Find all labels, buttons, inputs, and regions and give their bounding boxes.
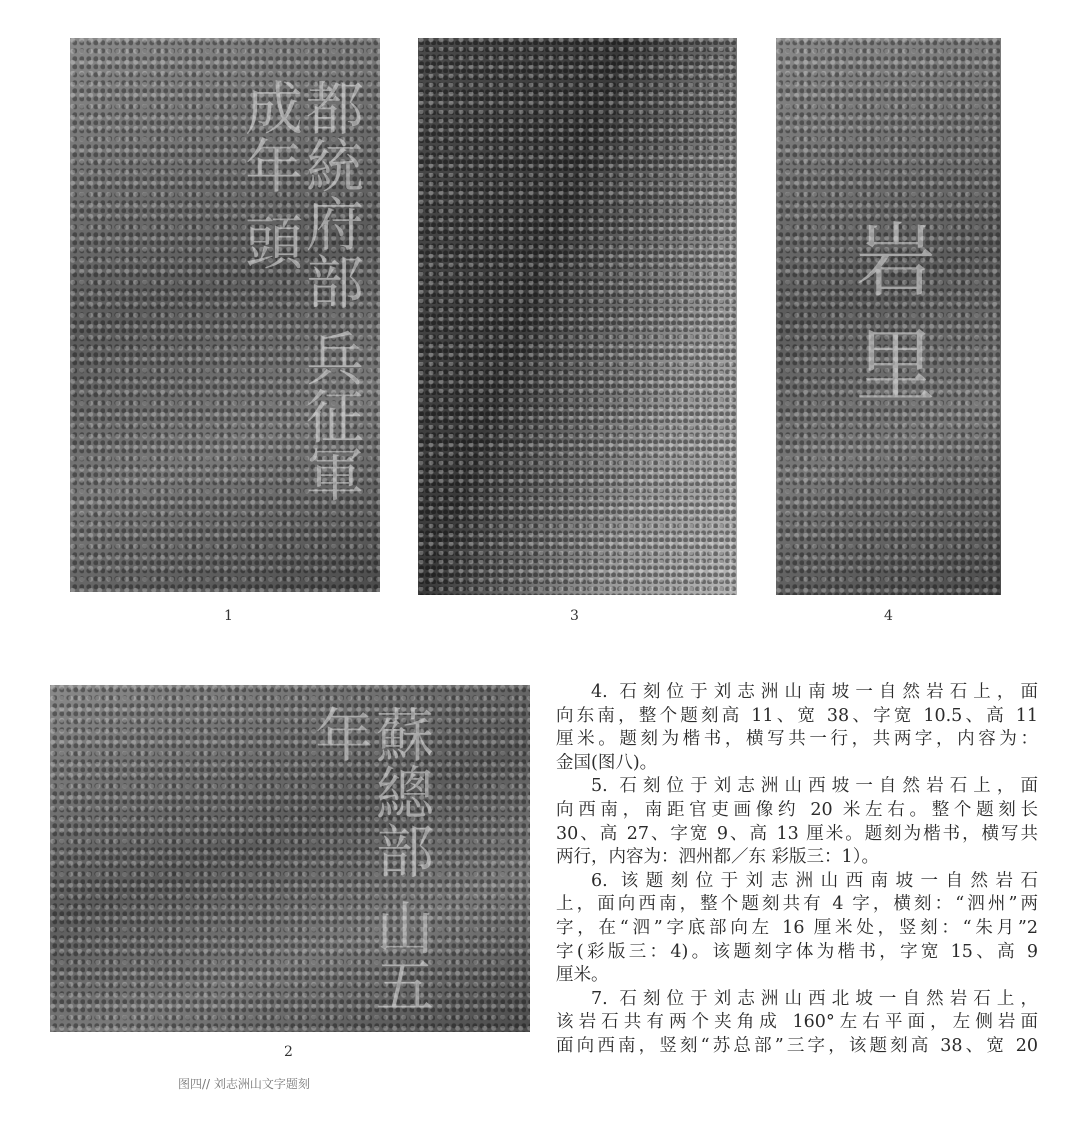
text-line: 字，在“泗”字底部向左 16 厘米处，竖刻：“朱月”2 xyxy=(556,917,1038,938)
text-line: 7. 石刻位于刘志洲山西北坡一自然岩石上， xyxy=(591,988,1038,1009)
figure-label-4: 4 xyxy=(884,608,893,624)
paragraph-5 xyxy=(556,775,1038,869)
figure-caption: 图四// 刘志洲山文字题刻 xyxy=(178,1077,310,1091)
photo-figure-3 xyxy=(418,38,737,595)
text-line: 4. 石刻位于刘志洲山南坡一自然岩石上，面 xyxy=(591,682,1038,702)
inscription-1: 都統府部 兵征軍 成年 頭 xyxy=(235,78,364,503)
figure-label-3: 3 xyxy=(570,608,579,624)
text-line: 厘米。题刻为楷书，横写共一行，共两字，内容为： xyxy=(556,729,1038,750)
text-line: 两行，内容为：泗州都／东 彩版三：1）。 xyxy=(556,847,879,868)
paragraph-7 xyxy=(556,988,1038,1059)
paragraph-6 xyxy=(556,870,1038,988)
text-line: 厘米。 xyxy=(556,965,609,986)
figure-label-2: 2 xyxy=(284,1044,293,1060)
text-line: 面向西南，竖刻“苏总部”三字，该题刻高 38、宽 20 xyxy=(556,1035,1038,1056)
inscription-2: 蘇總部 山五年 xyxy=(305,705,434,1014)
text-line: 6. 该题刻位于刘志洲山西南坡一自然岩石 xyxy=(591,870,1038,891)
text-line: 5. 石刻位于刘志洲山西坡一自然岩石上，面 xyxy=(591,776,1038,797)
text-line: 向西南，南距官吏画像约 20 米左右。整个题刻长 xyxy=(556,799,1038,820)
figure-label-1: 1 xyxy=(224,608,233,624)
text-line: 金国(图八)。 xyxy=(556,752,658,773)
photo-figure-4 xyxy=(776,38,1001,595)
paragraph-4 xyxy=(556,681,1038,775)
photo-figure-2 xyxy=(50,685,530,1032)
inscription-4: 岩 里 xyxy=(842,218,935,404)
photo-figure-1 xyxy=(70,38,380,592)
body-text xyxy=(556,681,1038,1059)
text-line: 该岩石共有两个夹角成 160°左右平面，左侧岩面 xyxy=(556,1012,1038,1033)
text-line: 向东南，整个题刻高 11、宽 38、字宽 10.5、高 11 xyxy=(556,705,1038,726)
text-line: 上，面向西南，整个题刻共有 4 字，横刻：“泗州”两 xyxy=(556,894,1038,915)
text-line: 30、高 27、字宽 9、高 13 厘米。题刻为楷书，横写共 xyxy=(556,823,1038,844)
text-line: 字(彩版三：4)。该题刻字体为楷书，字宽 15、高 9 xyxy=(556,941,1038,962)
